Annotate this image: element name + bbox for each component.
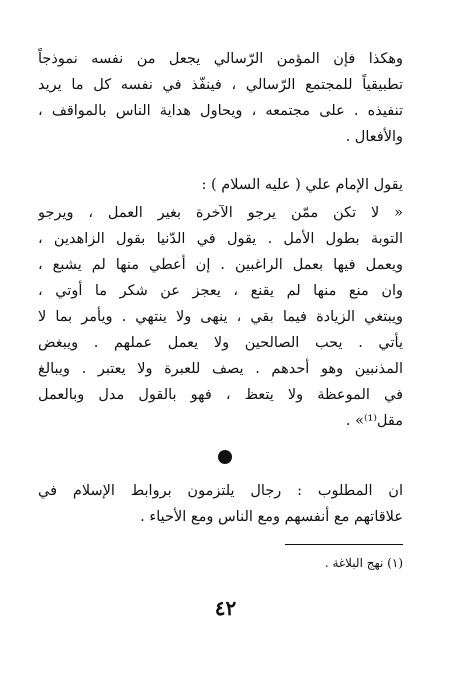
paragraph-1-line: وهكذا فإن المؤمن الرّسالي يجعل من نفسه نموذجاً [38,51,403,67]
quote-line: ويبتغي الزيادة فيما بقي ، ينهى ولا ينتهي . ويأمر بما لا [38,309,403,325]
page-number: ٤٢ [214,596,237,620]
quote-line: يأتي . يحب الصالحين ولا يعمل عملهم . ويبغض [38,335,403,351]
quote-heading-text: يقول الإمام علي ( عليه السلام ) : [201,177,403,193]
paragraph-1-line: تطبيقياً للمجتمع الرّسالي ، فينفّذ في نفسه كل ما يريد [38,77,403,93]
footnote: (١) نهج البلاغة . [324,556,403,570]
section-divider-dot [218,450,232,464]
quote-line: التوبة بطول الأمل . يقول في الدّنيا بقول الزاهدين ، [38,231,403,247]
quote-line: وان منع منها لم يقنع ، يعجز عن شكر ما أوتي ، [38,283,403,299]
footnote-separator [285,544,403,545]
quote-heading [38,172,403,198]
paragraph-2-line: ان المطلوب : رجال يلتزمون بروابط الإسلام في [38,483,403,499]
quote-line: في الموعظة ولا يتعظ ، فهو بالقول مدل وبالعمل [38,387,403,403]
quote-line: « لا تكن ممّن يرجو الآخرة بغير العمل ، ويرجو [38,205,403,221]
paragraph-2 [38,478,403,530]
paragraph-1-line: تنفيذه . على مجتمعه ، ويحاول هداية الناس بالمواقف ، [38,103,403,119]
quote-block [38,200,403,434]
quote-line: مقل⁽¹⁾» . [345,413,403,429]
paragraph-2-line: علاقاتهم مع أنفسهم ومع الناس ومع الأحياء . [140,509,403,525]
quote-line: ويعمل فيها بعمل الراغبين . إن أعطي منها لم يشبع ، [38,257,403,273]
paragraph-1-line: والأفعال . [345,129,403,145]
quote-line: المذنبين وهو أحدهم . يصف للعبرة ولا يعتبر . ويبالغ [38,361,403,377]
paragraph-1 [38,46,403,150]
